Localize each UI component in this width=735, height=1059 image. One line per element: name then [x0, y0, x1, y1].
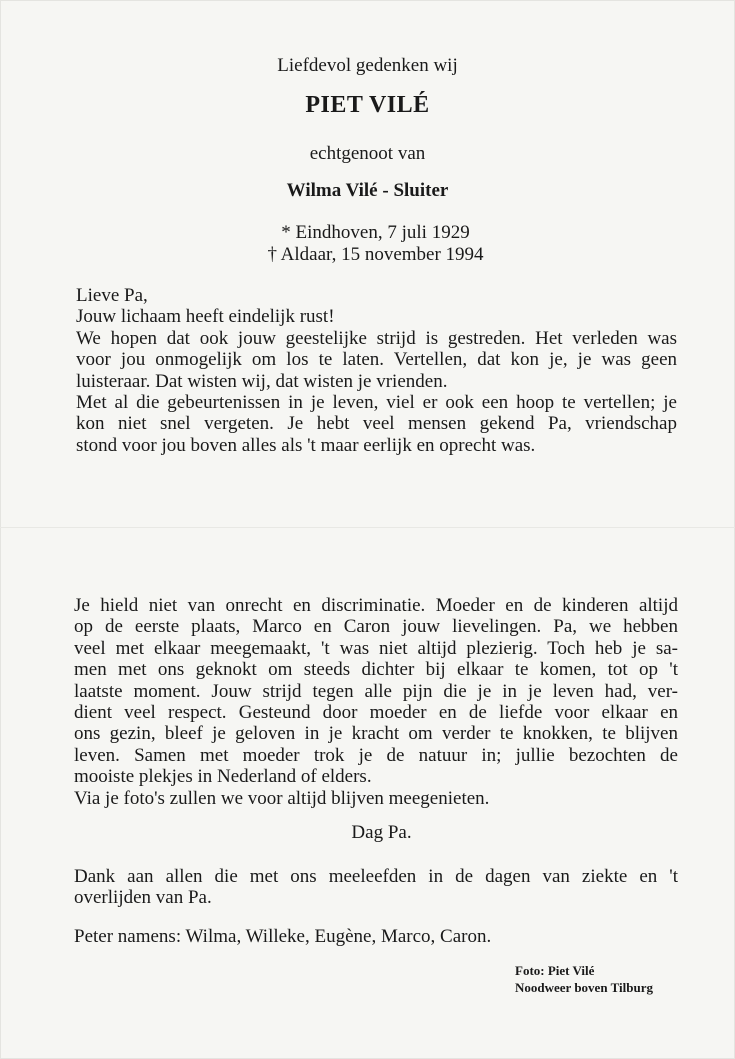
signature-line: Peter namens: Wilma, Willeke, Eugène, Marco, Caron. — [74, 926, 492, 947]
letter-line: Met al die gebeurtenissen in je leven, viel er ook een hoop te vertellen; je — [76, 391, 677, 413]
letter-line: luisteraar. Dat wisten wij, dat wisten je vrienden. — [76, 370, 448, 392]
memories-paragraph — [74, 595, 678, 809]
memories-line: Via je foto's zullen we voor altijd blijven meegenieten. — [74, 787, 490, 809]
signature-paragraph — [74, 926, 678, 947]
thanks-line: overlijden van Pa. — [74, 887, 212, 909]
letter-line: stond voor jou boven alles als 't maar eerlijk en oprecht was. — [76, 434, 536, 456]
farewell-line: Dag Pa. — [351, 822, 412, 843]
memories-line: men met ons geknokt om steeds dichter bij elkaar te komen, tot op 't — [74, 659, 678, 681]
birth-line: * Eindhoven, 7 juli 1929 — [281, 222, 470, 243]
memories-line: laatste moment. Jouw strijd tegen alle pijn die je in je leven had, ver- — [74, 680, 678, 702]
spouse-name: Wilma Vilé - Sluiter — [286, 180, 449, 201]
letter-line: kon niet snel vergeten. Je hebt veel mensen gekend Pa, vriendschap — [76, 413, 677, 435]
memories-line: Je hield niet van onrecht en discriminatie. Moeder en de kinderen altijd — [74, 595, 678, 616]
intro-line: Liefdevol gedenken wij — [277, 55, 458, 76]
memories-line: ons gezin, bleef je geloven in je kracht om verder te knokken, te blijven — [74, 723, 678, 745]
spouse-label: echtgenoot van — [309, 143, 426, 164]
memories-line: dient veel respect. Gesteund door moeder en de liefde voor elkaar en — [74, 701, 678, 723]
card-fold-line — [0, 527, 735, 528]
memories-line: op de eerste plaats, Marco en Caron jouw lievelingen. Pa, we hebben — [74, 616, 678, 638]
letter-line: We hopen dat ook jouw geestelijke strijd is gestreden. Het verleden was — [76, 327, 677, 349]
deceased-name: PIET VILÉ — [305, 92, 430, 118]
thanks-paragraph — [74, 866, 678, 909]
memories-line: mooiste plekjes in Nederland of elders. — [74, 766, 372, 788]
thanks-line: Dank aan allen die met ons meeleefden in de dagen van ziekte en 't — [74, 866, 678, 887]
photo-caption-line: Noodweer boven Tilburg — [515, 980, 653, 995]
letter-line: Lieve Pa, — [76, 285, 148, 306]
letter-line: voor jou onmogelijk om los te laten. Vertellen, dat kon je, je was geen — [76, 349, 677, 371]
letter-paragraph — [76, 285, 677, 456]
memories-line: leven. Samen met moeder trok je de natuur in; jullie bezochten de — [74, 744, 678, 766]
letter-line: Jouw lichaam heeft eindelijk rust! — [76, 306, 335, 328]
death-line: † Aldaar, 15 november 1994 — [267, 244, 484, 265]
photo-credit-line: Foto: Piet Vilé — [515, 963, 595, 978]
memories-line: veel met elkaar meegemaakt, 't was niet altijd plezierig. Toch heb je sa- — [74, 637, 678, 659]
